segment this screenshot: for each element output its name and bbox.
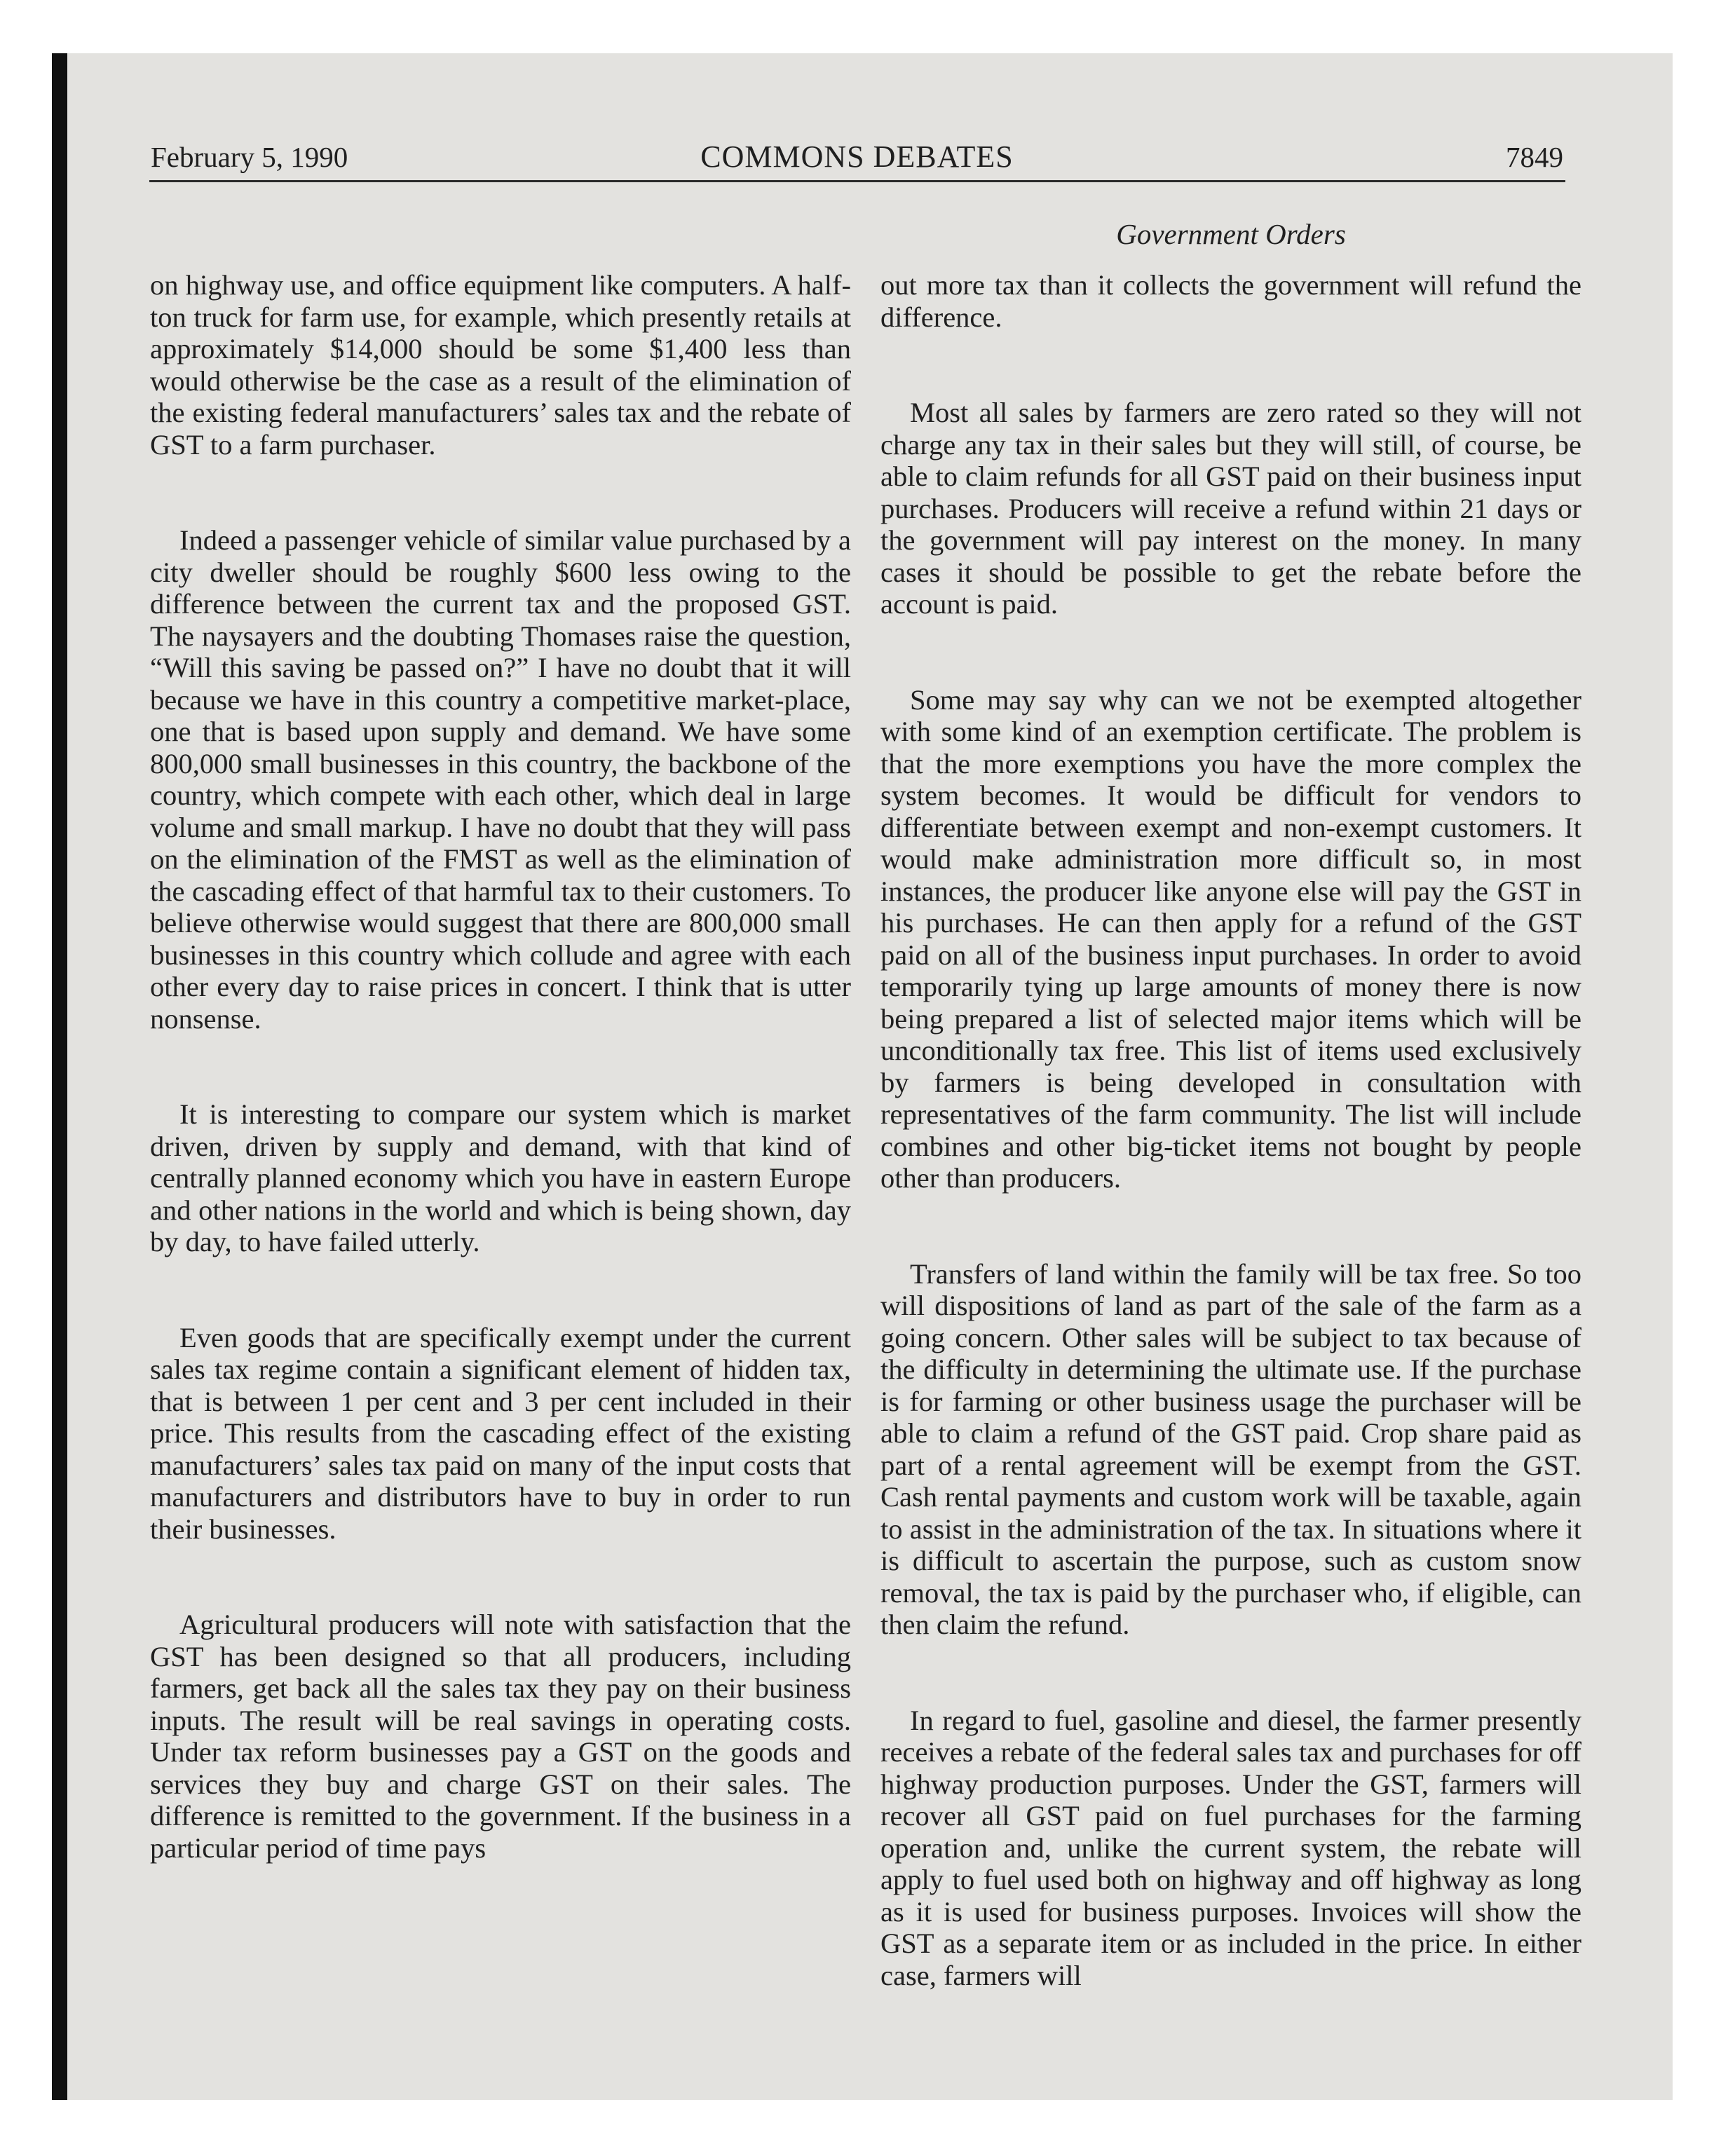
header-page-number: 7849: [1506, 141, 1563, 173]
page-header: [151, 137, 1563, 177]
left-paragraph-1: on highway use, and office equipment like computers. A half-ton truck for farm use, for example, which presently retails at approximately $14,000 should be some $1,400 less than would otherwise be the case as a result of the elimination of the existing federal manufacturers’ sales tax and the rebate of GST to a farm purchaser.: [150, 269, 851, 460]
right-column: [880, 219, 1581, 1991]
left-paragraph-4: Even goods that are specifically exempt under the current sales tax regime contain a significant element of hidden tax, that is between 1 per cent and 3 per cent included in their price. This results from the cascading effect of the existing manufacturers’ sales tax paid on many of the input costs that manufacturers and distributors have to buy in order to run their businesses.: [150, 1321, 851, 1545]
right-paragraph-3: Some may say why can we not be exempted altogether with some kind of an exemption certificate. The problem is that the more exemptions you have the more complex the system becomes. It would be difficult for vendors to differentiate between exempt and non-exempt customers. It would make administration more difficult so, in most instances, the producer like anyone else will pay the GST in his purchases. He can then apply for a refund of the GST paid on all of the business input purchases. In order to avoid temporarily tying up large amounts of money there is now being prepared a list of selected major items which will be unconditionally tax free. This list of items used exclusively by farmers is being developed in consultation with representatives of the farm community. The list will include combines and other big-ticket items not bought by people other than producers.: [880, 683, 1581, 1194]
section-heading: Government Orders: [1116, 218, 1346, 250]
header-rule: [149, 180, 1565, 182]
right-paragraph-5: In regard to fuel, gasoline and diesel, the farmer presently receives a rebate of the federal sales tax and purchases for off highway production purposes. Under the GST, farmers will recover all GST paid on fuel purchases for the farming operation and, unlike the current system, the rebate will apply to fuel used both on highway and off highway as long as it is used for business purposes. Invoices will show the GST as a separate item or as included in the price. In either case, farmers will: [880, 1704, 1581, 1991]
header-date: February 5, 1990: [151, 141, 348, 173]
right-paragraph-2: Most all sales by farmers are zero rated so they will not charge any tax in their sales but they will still, of course, be able to claim refunds for all GST paid on their business input purchases. Producers will receive a refund within 21 days or the government will pay interest on the money. In many cases it should be possible to get the rebate before the account is paid.: [880, 397, 1581, 620]
header-title: COMMONS DEBATES: [700, 139, 1014, 174]
right-paragraph-4: Transfers of land within the family will be tax free. So too will dispositions of land as part of the sale of the farm as a going concern. Other sales will be subject to tax because of the difficulty in determining the ultimate use. If the purchase is for farming or other business usage the purchaser will be able to claim a refund of the GST paid. Crop share paid as part of a rental agreement will be exempt from the GST. Cash rental payments and custom work will be taxable, again to assist in the administration of the tax. In situations where it is difficult to ascertain the purpose, such as custom snow removal, the tax is paid by the purchaser who, if eligible, can then claim the refund.: [880, 1257, 1581, 1640]
scan-edge-shadow: [52, 53, 67, 2100]
right-paragraph-1: out more tax than it collects the government will refund the difference.: [880, 269, 1581, 333]
left-paragraph-5: Agricultural producers will note with satisfaction that the GST has been designed so that all producers, including farmers, get back all the sales tax they pay on their business inputs. The result will be real savings in operating costs. Under tax reform businesses pay a GST on the goods and services they buy and charge GST on their sales. The difference is remitted to the government. If the business in a particular period of time pays: [150, 1609, 851, 1864]
left-column: [150, 269, 851, 1864]
left-paragraph-3: It is interesting to compare our system which is market driven, driven by supply and demand, with that kind of centrally planned economy which you have in eastern Europe and other nations in the world and which is being shown, day by day, to have failed utterly.: [150, 1098, 851, 1257]
left-paragraph-2: Indeed a passenger vehicle of similar value purchased by a city dweller should be roughly $600 less owing to the difference between the current tax and the proposed GST. The naysayers and the doubting Thomases raise the question, “Will this saving be passed on?” I have no doubt that it will because we have in this country a competitive market-place, one that is based upon supply and demand. We have some 800,000 small businesses in this country, the backbone of the country, which compete with each other, which deal in large volume and small markup. I have no doubt that they will pass on the elimination of the FMST as well as the elimination of the cascading effect of that harmful tax to their customers. To believe otherwise would suggest that there are 800,000 small businesses in this country which collude and agree with each other every day to raise prices in concert. I think that is utter nonsense.: [150, 524, 851, 1035]
